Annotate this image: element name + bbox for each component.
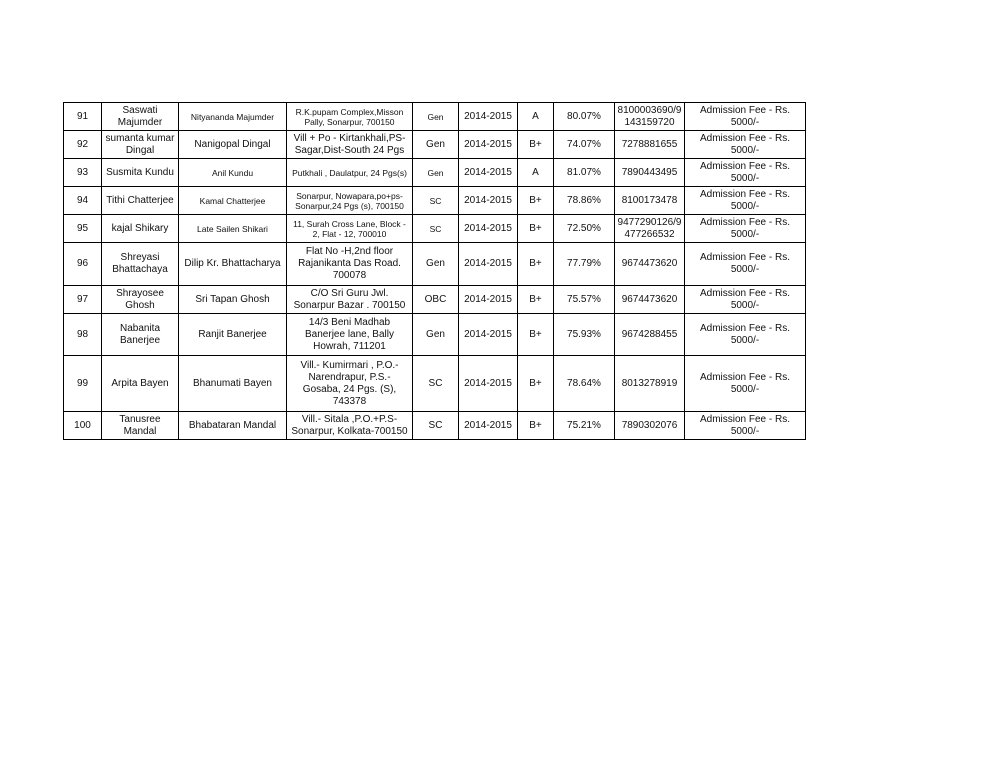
- guardian-name-cell: Anil Kundu: [179, 159, 287, 187]
- fee-cell: Admission Fee - Rs. 5000/-: [685, 159, 806, 187]
- category-cell: SC: [413, 187, 459, 215]
- student-name-cell: sumanta kumar Dingal: [102, 131, 179, 159]
- table-row: [64, 187, 806, 215]
- address-cell: R.K.pupam Complex,Misson Pally, Sonarpur, 700150: [287, 103, 413, 131]
- category-cell: Gen: [413, 131, 459, 159]
- table-row: [64, 131, 806, 159]
- serial-no-cell: 95: [64, 215, 102, 243]
- table-row: [64, 314, 806, 356]
- address-cell: Vill.- Kumirmari , P.O.- Narendrapur, P.S.- Gosaba, 24 Pgs. (S), 743378: [287, 356, 413, 412]
- student-name-cell: Shreyasi Bhattachaya: [102, 243, 179, 286]
- session-cell: 2014-2015: [459, 243, 518, 286]
- table-row: [64, 159, 806, 187]
- percentage-cell: 75.21%: [554, 412, 615, 440]
- phone-cell: 8100003690/9 143159720: [615, 103, 685, 131]
- percentage-cell: 75.57%: [554, 286, 615, 314]
- session-cell: 2014-2015: [459, 131, 518, 159]
- category-cell: OBC: [413, 286, 459, 314]
- phone-cell: 7278881655: [615, 131, 685, 159]
- session-cell: 2014-2015: [459, 314, 518, 356]
- serial-no-cell: 97: [64, 286, 102, 314]
- fee-cell: Admission Fee - Rs. 5000/-: [685, 286, 806, 314]
- session-cell: 2014-2015: [459, 286, 518, 314]
- admission-list-table: [63, 102, 806, 440]
- guardian-name-cell: Ranjit Banerjee: [179, 314, 287, 356]
- student-name-cell: Nabanita Banerjee: [102, 314, 179, 356]
- student-name-cell: Tithi Chatterjee: [102, 187, 179, 215]
- grade-cell: B+: [518, 412, 554, 440]
- guardian-name-cell: Nanigopal Dingal: [179, 131, 287, 159]
- student-name-cell: Saswati Majumder: [102, 103, 179, 131]
- category-cell: SC: [413, 215, 459, 243]
- phone-cell: 7890302076: [615, 412, 685, 440]
- grade-cell: B+: [518, 215, 554, 243]
- address-cell: 11, Surah Cross Lane, Block - 2, Flat - 12, 700010: [287, 215, 413, 243]
- address-cell: Flat No -H,2nd floor Rajanikanta Das Road. 700078: [287, 243, 413, 286]
- address-cell: C/O Sri Guru Jwl. Sonarpur Bazar . 700150: [287, 286, 413, 314]
- student-name-cell: Arpita Bayen: [102, 356, 179, 412]
- session-cell: 2014-2015: [459, 103, 518, 131]
- student-name-cell: Tanusree Mandal: [102, 412, 179, 440]
- percentage-cell: 81.07%: [554, 159, 615, 187]
- table-row: [64, 103, 806, 131]
- address-cell: Putkhali , Daulatpur, 24 Pgs(s): [287, 159, 413, 187]
- fee-cell: Admission Fee - Rs. 5000/-: [685, 215, 806, 243]
- address-cell: Vill + Po - Kirtankhali,PS- Sagar,Dist-South 24 Pgs: [287, 131, 413, 159]
- percentage-cell: 78.64%: [554, 356, 615, 412]
- phone-cell: 9674473620: [615, 243, 685, 286]
- phone-cell: 9674288455: [615, 314, 685, 356]
- session-cell: 2014-2015: [459, 412, 518, 440]
- grade-cell: B+: [518, 314, 554, 356]
- serial-no-cell: 91: [64, 103, 102, 131]
- session-cell: 2014-2015: [459, 356, 518, 412]
- category-cell: Gen: [413, 103, 459, 131]
- phone-cell: 8013278919: [615, 356, 685, 412]
- serial-no-cell: 94: [64, 187, 102, 215]
- grade-cell: A: [518, 159, 554, 187]
- category-cell: SC: [413, 412, 459, 440]
- guardian-name-cell: Kamal Chatterjee: [179, 187, 287, 215]
- serial-no-cell: 93: [64, 159, 102, 187]
- grade-cell: B+: [518, 243, 554, 286]
- grade-cell: B+: [518, 286, 554, 314]
- phone-cell: 9674473620: [615, 286, 685, 314]
- grade-cell: B+: [518, 131, 554, 159]
- session-cell: 2014-2015: [459, 187, 518, 215]
- percentage-cell: 72.50%: [554, 215, 615, 243]
- serial-no-cell: 99: [64, 356, 102, 412]
- address-cell: Sonarpur, Nowapara,po+ps- Sonarpur,24 Pgs (s), 700150: [287, 187, 413, 215]
- phone-cell: 8100173478: [615, 187, 685, 215]
- fee-cell: Admission Fee - Rs. 5000/-: [685, 314, 806, 356]
- fee-cell: Admission Fee - Rs. 5000/-: [685, 103, 806, 131]
- session-cell: 2014-2015: [459, 215, 518, 243]
- fee-cell: Admission Fee - Rs. 5000/-: [685, 356, 806, 412]
- session-cell: 2014-2015: [459, 159, 518, 187]
- percentage-cell: 74.07%: [554, 131, 615, 159]
- table-row: [64, 243, 806, 286]
- percentage-cell: 80.07%: [554, 103, 615, 131]
- serial-no-cell: 98: [64, 314, 102, 356]
- guardian-name-cell: Bhabataran Mandal: [179, 412, 287, 440]
- table-row: [64, 356, 806, 412]
- serial-no-cell: 92: [64, 131, 102, 159]
- guardian-name-cell: Late Sailen Shikari: [179, 215, 287, 243]
- percentage-cell: 78.86%: [554, 187, 615, 215]
- guardian-name-cell: Dilip Kr. Bhattacharya: [179, 243, 287, 286]
- category-cell: Gen: [413, 314, 459, 356]
- serial-no-cell: 96: [64, 243, 102, 286]
- category-cell: SC: [413, 356, 459, 412]
- guardian-name-cell: Nityananda Majumder: [179, 103, 287, 131]
- fee-cell: Admission Fee - Rs. 5000/-: [685, 243, 806, 286]
- category-cell: Gen: [413, 243, 459, 286]
- fee-cell: Admission Fee - Rs. 5000/-: [685, 187, 806, 215]
- category-cell: Gen: [413, 159, 459, 187]
- address-cell: Vill.- Sitala ,P.O.+P.S- Sonarpur, Kolkata-700150: [287, 412, 413, 440]
- table-row: [64, 412, 806, 440]
- address-cell: 14/3 Beni Madhab Banerjee lane, Bally Howrah, 711201: [287, 314, 413, 356]
- fee-cell: Admission Fee - Rs. 5000/-: [685, 412, 806, 440]
- student-name-cell: Shrayosee Ghosh: [102, 286, 179, 314]
- grade-cell: B+: [518, 187, 554, 215]
- phone-cell: 9477290126/9 477266532: [615, 215, 685, 243]
- fee-cell: Admission Fee - Rs. 5000/-: [685, 131, 806, 159]
- grade-cell: A: [518, 103, 554, 131]
- table-row: [64, 215, 806, 243]
- student-name-cell: Susmita Kundu: [102, 159, 179, 187]
- grade-cell: B+: [518, 356, 554, 412]
- table-row: [64, 286, 806, 314]
- serial-no-cell: 100: [64, 412, 102, 440]
- phone-cell: 7890443495: [615, 159, 685, 187]
- percentage-cell: 77.79%: [554, 243, 615, 286]
- guardian-name-cell: Bhanumati Bayen: [179, 356, 287, 412]
- percentage-cell: 75.93%: [554, 314, 615, 356]
- student-name-cell: kajal Shikary: [102, 215, 179, 243]
- guardian-name-cell: Sri Tapan Ghosh: [179, 286, 287, 314]
